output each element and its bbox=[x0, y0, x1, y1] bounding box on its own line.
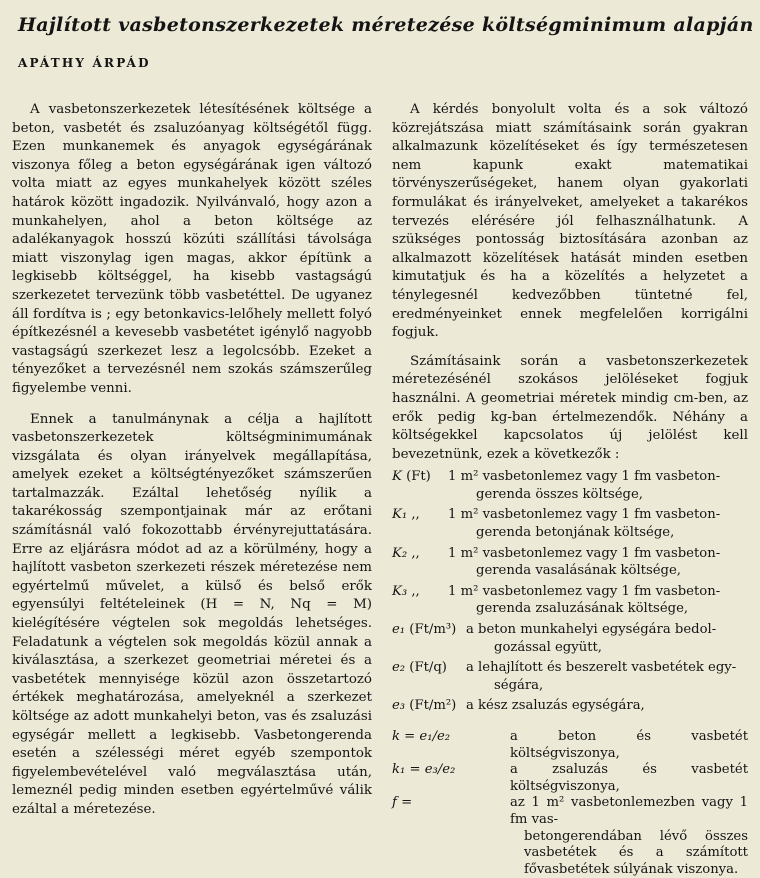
notation-unit: ,, bbox=[411, 583, 420, 599]
notation-text: gerenda zsaluzásának költsége, bbox=[476, 601, 689, 617]
ratio-text: a beton és vasbetét költségviszonya, bbox=[510, 729, 748, 761]
notation-item bbox=[392, 621, 748, 656]
notation-text: 1 m² vasbetonlemez vagy 1 fm vasbeton- bbox=[448, 507, 721, 523]
notation-unit: (Ft) bbox=[406, 469, 431, 485]
notation-text: gerenda vasalásának költsége, bbox=[476, 563, 681, 579]
notation-text: a kész zsaluzás egységára, bbox=[466, 698, 645, 714]
notation-text: 1 m² vasbetonlemez vagy 1 fm vasbeton- bbox=[448, 545, 721, 561]
left-column bbox=[12, 101, 372, 820]
notation-unit: (Ft/m³) bbox=[409, 622, 457, 638]
paragraph: Ennek a tanulmánynak a célja a hajlított vasbetonszerkezetek költségminimumának vizsgálata és olyan irányelvek megállapítása, amelyek ezeket a költségtényezőket számszerűen tartalmazzák. Ezáltal lehetőség nyílik a takarékosság szempontjainak már az erőtani számításnál való fokozottabb érvényrejuttatására. Erre az eljárásra módot ad az a körülmény, hogy a hajlított vasbeton szerkezeti részek méretezése nem egyértelmű művelet, a külső és belső erők egyensúlyi feltételeinek (H = N, Nq = M) kielégítésére végtelen sok megoldás lehetséges. Feladatunk a végtelen sok megoldás közül annak a kiválasztása, a szerkezet geometriai méretei és a vasbetétek mennyisége közül azon összetartozó értékek meghatározása, amelyeknél a szerkezet költsége az adott munkahelyi beton, vas és zsaluzási egységár mellett a legkisebb. Vasbetongerenda esetén a szélességi méret egyéb szempontok figyelembevételével való megválasztása után, lemeznél pedig minden esetben egyértelművé válik ezáltal a méretezése. bbox=[12, 411, 372, 817]
notation-item bbox=[392, 697, 748, 715]
notation-text: gozással együtt, bbox=[494, 639, 602, 655]
notation-item bbox=[392, 545, 748, 580]
notation-unit: (Ft/m²) bbox=[409, 698, 457, 714]
notation-symbol: e₂ bbox=[392, 660, 406, 676]
ratio-item bbox=[392, 762, 748, 795]
ratio-list bbox=[392, 729, 748, 878]
ratio-text: az 1 m² vasbetonlemezben vagy 1 fm vas- bbox=[510, 795, 748, 827]
notation-text: 1 m² vasbetonlemez vagy 1 fm vasbeton- bbox=[448, 583, 721, 599]
paragraph: A kérdés bonyolult volta és a sok változó közrejátszása miatt számításaink során gyakran alkalmazunk közelítéseket és így természetesen nem kapunk exakt matematikai törvényszerűségeket, hanem olyan gyakorlati formulákat és irányelveket, amelyeket a takarékos tervezés elérésére jól felhasználhatunk. A szükséges pontosság biztosítására azonban az alkalmazott közelítések hatását minden esetben kimutatjuk és ha a közelítés a helyzetet a ténylegesnél kedvezőbben tüntetné fel, eredményeinket ennek megfelelően korrigálni fogjuk. bbox=[392, 102, 748, 341]
notation-item bbox=[392, 583, 748, 618]
ratio-symbol: k₁ = e₃/e₂ bbox=[392, 762, 456, 778]
notation-text: gerenda összes költsége, bbox=[476, 486, 643, 502]
notation-symbol: e₁ bbox=[392, 622, 406, 638]
notation-item bbox=[392, 659, 748, 694]
notation-unit: (Ft/q) bbox=[409, 660, 447, 676]
notation-text: a beton munkahelyi egységára bedol- bbox=[466, 622, 717, 638]
notation-symbol: K bbox=[392, 469, 402, 485]
ratio-text: a zsaluzás és vasbetét költségviszonya, bbox=[510, 762, 748, 794]
paragraph: A vasbetonszerkezetek létesítésének költsége a beton, vasbetét és zsaluzóanyag költségétől függ. Ezen munkanemek és anyagok egységárának viszonya főleg a beton egységárának igen változó volta miatt az egyes munkahelyek között széles határok között ingadozik. Nyilvánvaló, hogy azon a munkahelyen, ahol a beton költsége az adalékanyagok hosszú közúti szállítási távolsága miatt viszonylag igen magas, akkor építünk a legkisebb költséggel, ha kisebb vastagságú szerkezetet tervezünk több vasbetéttel. De ugyanez áll fordítva is ; egy betonkavics-lelőhely mellett folyó építkezésnél a kevesebb vasbetétet igénylő nagyobb vastagságú szerkezet lesz a legolcsóbb. Ezeket a tényezőket a tervezésnél nem szokás számszerűleg figyelembe venni. bbox=[12, 102, 372, 396]
notation-text: 1 m² vasbetonlemez vagy 1 fm vasbeton- bbox=[448, 469, 721, 485]
notation-symbol: K₂ bbox=[392, 545, 408, 561]
notation-unit: ,, bbox=[411, 545, 420, 561]
article-author: APÁTHY ÁRPÁD bbox=[18, 56, 151, 70]
ratio-item bbox=[392, 729, 748, 762]
ratio-symbol: f = bbox=[392, 795, 413, 811]
notation-symbol: e₃ bbox=[392, 698, 406, 714]
notation-item bbox=[392, 468, 748, 503]
notation-unit: ,, bbox=[411, 507, 420, 523]
paragraph: Számításaink során a vasbetonszerkezetek méretezésénél szokásos jelöléseket fogjuk használni. A geometriai méretek mindig cm-ben, az erők pedig kg-ban értelmezendők. Néhány a költségekkel kapcsolatos új jelölést kell bevezetnünk, ezek a következők : bbox=[392, 353, 748, 462]
notation-text: a lehajlított és beszerelt vasbetétek egy- bbox=[466, 660, 737, 676]
right-column bbox=[392, 101, 748, 878]
notation-list bbox=[392, 468, 748, 715]
article-title: Hajlított vasbetonszerkezetek méretezése költségminimum alapján bbox=[18, 14, 754, 36]
notation-item bbox=[392, 506, 748, 541]
ratio-symbol: k = e₁/e₂ bbox=[392, 729, 451, 744]
notation-text: ségára, bbox=[494, 677, 544, 693]
notation-symbol: K₃ bbox=[392, 583, 408, 599]
notation-text: gerenda betonjának költsége, bbox=[476, 525, 675, 541]
notation-symbol: K₁ bbox=[392, 507, 408, 523]
ratio-text: betongerendában lévő összes vasbetétek és a számított fővasbetétek súlyának viszonya. bbox=[524, 828, 748, 877]
ratio-item bbox=[392, 795, 748, 878]
